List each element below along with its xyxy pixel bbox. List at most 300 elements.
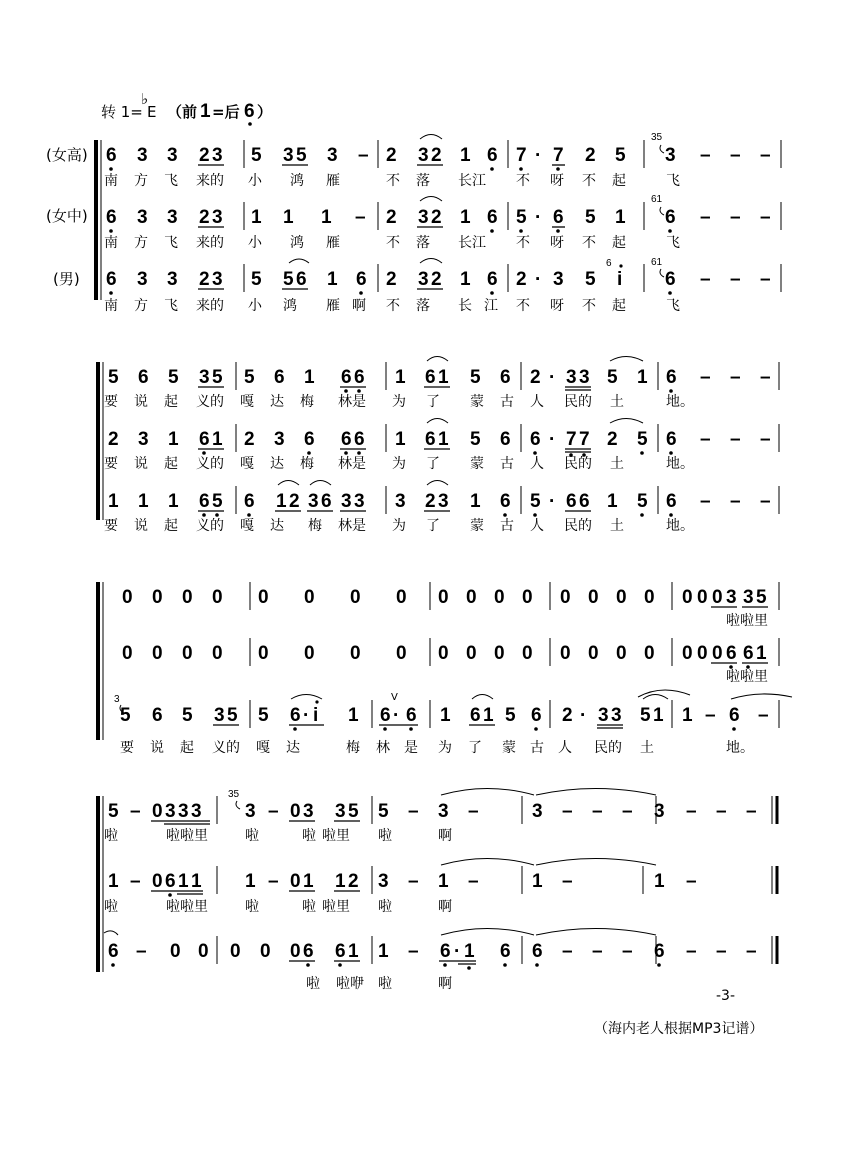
lyric-syllable: 义的	[196, 456, 224, 472]
part-label-male: (男)	[53, 270, 80, 288]
lyric-syllable: 达	[270, 394, 284, 410]
note-glyph: 6	[244, 491, 255, 512]
note-glyph: 5	[607, 367, 618, 388]
lyric-syllable: 啦	[302, 828, 316, 844]
note-glyph: 1	[395, 429, 406, 450]
note-glyph: 3	[178, 801, 189, 822]
note-glyph: 2	[386, 207, 397, 228]
lyric-syllable: 啦啦里	[166, 899, 208, 915]
note-glyph: 1	[460, 145, 471, 166]
lyric-syllable: 嘎	[240, 456, 254, 472]
note-glyph: 6	[354, 429, 365, 450]
note-glyph: –	[562, 941, 573, 962]
note-glyph: 6	[654, 941, 665, 962]
lyric-syllable: 飞	[164, 298, 178, 314]
note-glyph: 2	[431, 207, 442, 228]
note-glyph: –	[730, 429, 741, 450]
modulation-open: （前	[167, 103, 198, 121]
note-glyph: 3	[199, 367, 210, 388]
note-glyph: –	[622, 801, 633, 822]
note-glyph: 0	[560, 643, 571, 664]
note-glyph: 1	[438, 871, 449, 892]
note-glyph: 0	[494, 587, 505, 608]
note-glyph: –	[760, 491, 771, 512]
note-glyph: 5	[378, 801, 389, 822]
note-glyph: 0	[438, 643, 449, 664]
note-glyph: 3	[378, 871, 389, 892]
note-glyph: 5	[251, 269, 262, 290]
note-glyph: 3	[598, 705, 609, 726]
note-glyph: 0	[182, 643, 193, 664]
lyric-syllable: 说	[150, 740, 164, 756]
note-glyph: 6	[138, 367, 149, 388]
note-glyph: 1	[348, 941, 359, 962]
lyric-syllable: 来的	[196, 235, 224, 251]
note-glyph: ·	[549, 491, 556, 512]
note-glyph: 3	[283, 145, 294, 166]
lyric-syllable: 啦	[378, 828, 392, 844]
note-glyph: 3	[212, 207, 223, 228]
note-glyph: –	[730, 207, 741, 228]
lyric-syllable: 南	[104, 298, 118, 314]
note-glyph: 5	[640, 705, 651, 726]
lyric-syllable: 达	[270, 456, 284, 472]
note-glyph: 6	[108, 941, 119, 962]
note-glyph: 2	[562, 705, 573, 726]
note-glyph: 0	[588, 587, 599, 608]
note-glyph: 3	[418, 269, 429, 290]
note-glyph: 2	[431, 269, 442, 290]
note-glyph: 1	[283, 207, 294, 228]
note-glyph: 5	[212, 367, 223, 388]
note-glyph: 5	[615, 145, 626, 166]
note-glyph: 1	[483, 705, 494, 726]
note-glyph: 3	[167, 145, 178, 166]
lyric-syllable: 地。	[666, 394, 694, 410]
note-glyph: 1	[460, 269, 471, 290]
note-glyph: 0	[182, 587, 193, 608]
part-label-alto: (女中)	[46, 207, 88, 225]
note-glyph: 6	[500, 491, 511, 512]
note-glyph: 6	[341, 429, 352, 450]
note-glyph: –	[700, 207, 711, 228]
note-glyph: 2	[289, 491, 300, 512]
lyric-syllable: 啦里	[322, 828, 350, 844]
note-glyph: 1	[470, 491, 481, 512]
note-glyph: 3	[303, 801, 314, 822]
lyric-syllable: 啦	[245, 828, 259, 844]
note-glyph: 0	[466, 587, 477, 608]
lyric-syllable: 落	[416, 298, 430, 314]
note-glyph: 0	[396, 587, 407, 608]
note-glyph: 6	[500, 941, 511, 962]
note-glyph: 3	[137, 269, 148, 290]
lyric-syllable: 说	[134, 394, 148, 410]
note-glyph: 1	[251, 207, 262, 228]
lyric-syllable: 飞	[666, 235, 680, 251]
note-glyph: 3	[137, 207, 148, 228]
note-glyph: 1	[637, 367, 648, 388]
note-glyph: 0	[396, 643, 407, 664]
note-glyph: 0	[644, 587, 655, 608]
lyric-syllable: 人	[530, 394, 544, 410]
lyric-syllable: 土	[640, 740, 654, 756]
note-glyph: 6	[106, 269, 117, 290]
grace-note: 61	[651, 257, 663, 268]
note-glyph: 6	[553, 207, 564, 228]
note-glyph: 1	[348, 705, 359, 726]
note-glyph: 1	[168, 491, 179, 512]
note-glyph: –	[730, 491, 741, 512]
note-glyph: 1	[321, 207, 332, 228]
lyric-syllable: 啦啦里	[726, 613, 768, 629]
note-glyph: 3	[743, 587, 754, 608]
lyric-syllable: 起	[164, 456, 178, 472]
note-glyph: 1	[327, 269, 338, 290]
note-glyph: 6	[530, 429, 541, 450]
note-glyph: –	[758, 705, 769, 726]
note-glyph: 5	[227, 705, 238, 726]
note-glyph: –	[686, 871, 697, 892]
lyric-syllable: 雁	[326, 235, 340, 251]
note-glyph: 6	[487, 269, 498, 290]
lyric-syllable: 达	[286, 740, 300, 756]
note-glyph: 5	[296, 145, 307, 166]
lyric-syllable: 啦	[306, 976, 320, 992]
note-glyph: –	[592, 801, 603, 822]
note-glyph: 1	[395, 367, 406, 388]
note-glyph: 5	[251, 145, 262, 166]
note-glyph: 3	[167, 269, 178, 290]
note-glyph: 2	[108, 429, 119, 450]
lyric-syllable: 呀	[550, 298, 564, 314]
note-glyph: 0	[152, 871, 163, 892]
lyric-syllable: 不	[516, 298, 530, 314]
lyric-syllable: 人	[530, 456, 544, 472]
note-glyph: 6	[199, 491, 210, 512]
note-glyph: 6	[729, 705, 740, 726]
note-glyph: 6	[290, 705, 301, 726]
note-glyph: 6	[726, 643, 737, 664]
note-glyph: 2	[425, 491, 436, 512]
lyric-syllable: 不	[516, 235, 530, 251]
note-glyph: 5	[585, 207, 596, 228]
lyric-syllable: 古	[500, 518, 514, 534]
note-glyph: 0	[304, 587, 315, 608]
note-glyph: 1	[378, 941, 389, 962]
note-glyph: 5	[108, 801, 119, 822]
lyric-syllable: 民的	[564, 456, 592, 472]
note-glyph: –	[716, 941, 727, 962]
note-glyph: 3	[327, 145, 338, 166]
lyric-syllable: 民的	[564, 518, 592, 534]
note-glyph: 6	[566, 491, 577, 512]
lyric-syllable: 啦	[245, 899, 259, 915]
lyric-syllable: 义的	[212, 740, 240, 756]
lyric-syllable: 梅	[300, 394, 314, 410]
lyric-syllable: 起	[612, 298, 626, 314]
lyric-syllable: 不	[386, 235, 400, 251]
note-glyph: ·	[549, 429, 556, 450]
note-glyph: –	[700, 367, 711, 388]
note-glyph: 0	[122, 587, 133, 608]
lyric-syllable: 雁	[326, 173, 340, 189]
note-glyph: 2	[607, 429, 618, 450]
note-glyph: 0	[682, 587, 693, 608]
note-glyph: ·	[535, 145, 542, 166]
lyric-syllable: 南	[104, 173, 118, 189]
note-glyph: 6	[380, 705, 391, 726]
grace-note: 35	[651, 132, 663, 143]
note-glyph: –	[746, 801, 757, 822]
note-glyph: 5	[637, 429, 648, 450]
lyric-syllable: 为	[392, 394, 406, 410]
note-glyph: 2	[386, 145, 397, 166]
lyric-syllable: 方	[134, 173, 148, 189]
note-glyph: 3	[418, 207, 429, 228]
note-glyph: 6	[304, 429, 315, 450]
note-glyph: 1	[438, 429, 449, 450]
lyric-syllable: 了	[426, 518, 440, 534]
note-glyph: 1	[168, 429, 179, 450]
lyric-syllable: 江	[484, 298, 498, 314]
lyric-syllable: 要	[120, 740, 134, 756]
note-glyph: 2	[199, 207, 210, 228]
lyric-syllable: 方	[134, 298, 148, 314]
note-glyph: 1	[653, 705, 664, 726]
note-glyph: 1	[756, 643, 767, 664]
lyric-syllable: 蒙	[470, 394, 484, 410]
note-glyph: 6	[106, 207, 117, 228]
note-glyph: 1	[460, 207, 471, 228]
lyric-syllable: 鸿	[290, 173, 304, 189]
note-glyph: 1	[682, 705, 693, 726]
lyric-syllable: 小	[248, 173, 262, 189]
grace-note: 3	[114, 694, 120, 705]
note-glyph: –	[468, 871, 479, 892]
note-glyph: –	[408, 871, 419, 892]
lyric-syllable: 飞	[164, 173, 178, 189]
note-glyph: 0	[260, 941, 271, 962]
note-glyph: –	[355, 207, 366, 228]
note-glyph: 3	[395, 491, 406, 512]
note-glyph: 3	[212, 269, 223, 290]
note-glyph: –	[700, 145, 711, 166]
lyric-syllable: 落	[416, 235, 430, 251]
lyric-syllable: 为	[392, 518, 406, 534]
note-glyph: 0	[212, 587, 223, 608]
note-glyph: 3	[308, 491, 319, 512]
note-glyph: 2	[516, 269, 527, 290]
lyric-syllable: 梅	[346, 740, 360, 756]
note-glyph: 5	[470, 367, 481, 388]
note-glyph: –	[700, 269, 711, 290]
lyric-syllable: 古	[530, 740, 544, 756]
note-glyph: –	[760, 145, 771, 166]
note-glyph: 3	[214, 705, 225, 726]
lyric-syllable: 地。	[666, 518, 694, 534]
note-glyph: 7	[553, 145, 564, 166]
lyric-syllable: 林是	[338, 456, 366, 472]
note-glyph: 0	[290, 941, 301, 962]
note-glyph: 6	[321, 491, 332, 512]
note-glyph: 5	[182, 705, 193, 726]
lyric-syllable: 啦	[378, 899, 392, 915]
note-glyph: –	[562, 871, 573, 892]
svg-text:V: V	[391, 692, 398, 703]
lyric-syllable: 梅	[308, 518, 322, 534]
note-glyph: –	[730, 145, 741, 166]
lyric-syllable: 不	[386, 298, 400, 314]
note-glyph: 3	[532, 801, 543, 822]
note-glyph: 3	[579, 367, 590, 388]
note-glyph: 3	[167, 207, 178, 228]
lyric-syllable: 啦	[104, 899, 118, 915]
lyric-syllable: 长	[458, 298, 472, 314]
lyric-syllable: 起	[164, 518, 178, 534]
flat-sign: ♭	[141, 90, 149, 108]
note-glyph: 6	[666, 367, 677, 388]
lyric-syllable: 蒙	[502, 740, 516, 756]
note-glyph: 2	[199, 269, 210, 290]
lyric-syllable: 为	[438, 740, 452, 756]
modulation-mid: 1	[200, 101, 211, 122]
lyric-syllable: 啊	[438, 828, 452, 844]
lyric-syllable: 是	[404, 740, 418, 756]
note-glyph: 5	[585, 269, 596, 290]
note-glyph: 3	[654, 801, 665, 822]
lyric-syllable: 嘎	[240, 518, 254, 534]
lyric-syllable: 啦	[378, 976, 392, 992]
lyric-syllable: 长江	[458, 173, 486, 189]
note-glyph: 6	[487, 207, 498, 228]
lyric-syllable: 林是	[338, 518, 366, 534]
note-glyph: –	[130, 801, 141, 822]
note-glyph: 3	[191, 801, 202, 822]
note-glyph: 0	[230, 941, 241, 962]
key-prefix: 转 1=	[101, 103, 143, 121]
lyric-syllable: 鸿	[290, 235, 304, 251]
note-glyph: ·	[535, 207, 542, 228]
note-glyph: 0	[682, 643, 693, 664]
note-glyph: 3	[665, 145, 676, 166]
note-glyph: 2	[585, 145, 596, 166]
lyric-syllable: 义的	[196, 394, 224, 410]
note-glyph: 0	[697, 643, 708, 664]
note-glyph: 0	[198, 941, 209, 962]
lyric-syllable: 不	[582, 298, 596, 314]
note-glyph: 6	[354, 367, 365, 388]
note-glyph: 1	[532, 871, 543, 892]
note-glyph: 0	[290, 801, 301, 822]
note-glyph: ·	[535, 269, 542, 290]
note-glyph: 1	[245, 871, 256, 892]
lower-dot	[248, 122, 252, 126]
note-glyph: 1	[615, 207, 626, 228]
lyric-syllable: 方	[134, 235, 148, 251]
note-glyph: 5	[258, 705, 269, 726]
note-glyph: 1	[440, 705, 451, 726]
note-glyph: 1	[607, 491, 618, 512]
note-glyph: 5	[516, 207, 527, 228]
note-glyph: 1	[304, 367, 315, 388]
lyric-syllable: 啦啦里	[726, 669, 768, 685]
lyric-syllable: 要	[104, 518, 118, 534]
note-glyph: 0	[152, 801, 163, 822]
lyric-syllable: 啦里	[322, 899, 350, 915]
lyric-syllable: 啊	[438, 899, 452, 915]
note-glyph: 6	[470, 705, 481, 726]
note-glyph: 2	[386, 269, 397, 290]
note-glyph: 5	[120, 705, 131, 726]
note-glyph: 1	[438, 367, 449, 388]
note-glyph: 5	[637, 491, 648, 512]
lyric-syllable: 不	[516, 173, 530, 189]
note-glyph: –	[716, 801, 727, 822]
note-glyph: –	[700, 429, 711, 450]
lyric-syllable: 梅	[300, 456, 314, 472]
lyric-syllable: 蒙	[470, 456, 484, 472]
note-glyph: 0	[170, 941, 181, 962]
note-glyph: –	[358, 145, 369, 166]
note-glyph: 1	[191, 871, 202, 892]
note-glyph: 6	[665, 207, 676, 228]
note-glyph: 2	[431, 145, 442, 166]
note-glyph: 6	[356, 269, 367, 290]
part-label-soprano: (女高)	[46, 146, 88, 164]
note-glyph: 0	[152, 643, 163, 664]
note-glyph: 3	[341, 491, 352, 512]
modulation-to: 6	[244, 101, 255, 122]
note-glyph: 6	[665, 269, 676, 290]
note-glyph: 1	[212, 429, 223, 450]
lyric-syllable: 嘎	[240, 394, 254, 410]
note-glyph: 3	[212, 145, 223, 166]
lyric-syllable: 小	[248, 235, 262, 251]
note-glyph: 3	[274, 429, 285, 450]
lyric-syllable: 人	[530, 518, 544, 534]
note-glyph: 0	[290, 871, 301, 892]
note-glyph: 0	[616, 587, 627, 608]
note-glyph: 2	[530, 367, 541, 388]
lyric-syllable: 起	[612, 235, 626, 251]
note-glyph: 0	[152, 587, 163, 608]
note-glyph: 3	[137, 145, 148, 166]
note-glyph: –	[746, 941, 757, 962]
note-glyph: 0	[466, 643, 477, 664]
note-glyph: 6	[440, 941, 451, 962]
lyric-syllable: 飞	[666, 298, 680, 314]
lyric-syllable: 啦咿	[336, 976, 364, 992]
lyric-syllable: 地。	[666, 456, 694, 472]
grace-note: 6	[606, 258, 612, 269]
note-glyph: 5	[470, 429, 481, 450]
note-glyph: 0	[122, 643, 133, 664]
note-glyph: 5	[108, 367, 119, 388]
note-glyph: 6	[532, 941, 543, 962]
lyric-syllable: 啊	[438, 976, 452, 992]
note-glyph: –	[130, 871, 141, 892]
lyric-syllable: 古	[500, 456, 514, 472]
modulation-eq: =后	[212, 103, 240, 121]
note-glyph: 0	[212, 643, 223, 664]
note-glyph: 1	[303, 871, 314, 892]
modulation-close: ）	[257, 103, 273, 121]
note-glyph: 0	[304, 643, 315, 664]
lyric-syllable: 民的	[564, 394, 592, 410]
note-glyph: –	[622, 941, 633, 962]
note-glyph: 6	[500, 367, 511, 388]
